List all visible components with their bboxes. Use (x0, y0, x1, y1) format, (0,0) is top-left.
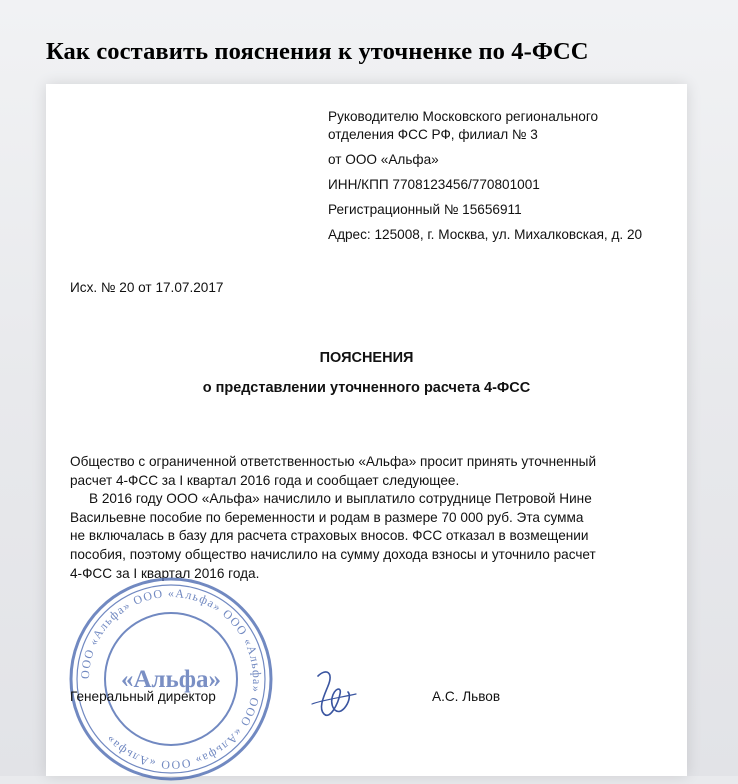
body-line: расчет 4-ФСС за I квартал 2016 года и сообщает следующее. (70, 472, 460, 488)
addressee-reg-number: Регистрационный № 15656911 (328, 202, 522, 217)
company-stamp (66, 574, 276, 784)
body-line: не включалась в базу для расчета страховых вносов. ФСС отказал в возмещении (70, 528, 589, 544)
body-line: пособия, поэтому общество начислило на сумму дохода взносы и уточнило расчет (70, 546, 596, 562)
stamp-ring-text: ООО «Альфа» ООО «Альфа» ООО «Альфа» ООО «Альфа» ООО «Альфа» (77, 585, 265, 773)
body-line: 4-ФСС за I квартал 2016 года. (70, 565, 260, 581)
document-subtitle: о представлении уточненного расчета 4-ФСС (202, 380, 531, 396)
addressee-line-2: отделения ФСС РФ, филиал № 3 (328, 127, 538, 142)
body-line: Васильевне пособие по беременности и родам в размере 70 000 руб. Эта сумма (70, 509, 584, 525)
addressee-block (328, 108, 642, 244)
signature-name: А.С. Львов (432, 689, 501, 704)
document-sheet (46, 84, 687, 776)
signature-role: Генеральный директор (70, 689, 216, 704)
page-title: Как составить пояснения к уточненке по 4-ФСС (46, 38, 589, 65)
stamp-center-text: «Альфа» (120, 666, 222, 693)
handwritten-signature (304, 664, 364, 724)
addressee-inn-kpp: ИНН/КПП 7708123456/770801001 (328, 177, 540, 192)
addressee-line-1: Руководителю Московского регионального (328, 109, 599, 124)
body-line: Общество с ограниченной ответственностью «Альфа» просит принять уточненный (70, 454, 597, 469)
body-line: В 2016 году ООО «Альфа» начислило и выплатило сотруднице Петровой Нине (89, 491, 592, 507)
addressee-from: от ООО «Альфа» (328, 152, 439, 167)
document-title: ПОЯСНЕНИЯ (319, 350, 414, 366)
document-body (70, 453, 670, 583)
outgoing-number: Исх. № 20 от 17.07.2017 (70, 280, 224, 295)
addressee-address: Адрес: 125008, г. Москва, ул. Михалковская, д. 20 (328, 227, 643, 242)
